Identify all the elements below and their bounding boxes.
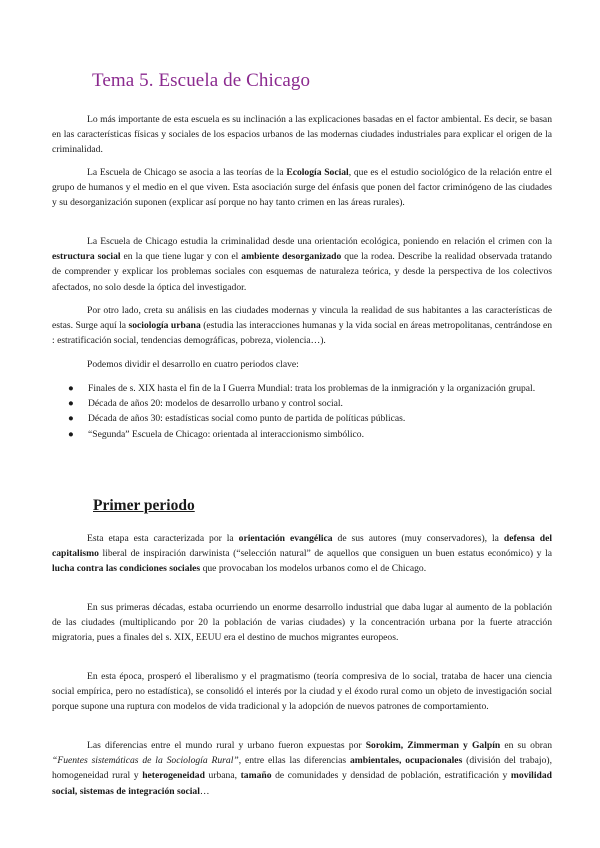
text-run: La Escuela de Chicago se asocia a las teorías de la: [87, 167, 287, 178]
paragraph-periodos: [52, 357, 552, 372]
text-run: que provocaban los modelos urbanos como el de Chicago.: [200, 563, 427, 575]
paragraph-ecologia-social: [52, 165, 552, 211]
paragraph-text: En esta época, prosperó el liberalismo y el pragmatismo (teoría compresiva de lo social, trataba de hacer una ciencia social empírica, pero no estadística), se consolidó el interés por la ciudad y el éxodo rural como un objeto de investigación social porque supone una ruptura con modelos de vida tradicional y la adopción de nuevos patrones de comportamiento.: [52, 671, 552, 713]
text-run: La Escuela de Chicago estudia la criminalidad desde una orientación ecológica, poniendo en relación el crimen con la: [87, 236, 552, 247]
bold-term-ecologia-social: Ecología Social: [286, 167, 349, 178]
paragraph-text: Podemos dividir el desarrollo en cuatro periodos clave:: [87, 359, 299, 370]
page-title: Tema 5. Escuela de Chicago: [92, 70, 311, 91]
paragraph-criminalidad: [52, 234, 552, 295]
paragraph-primer-periodo: [52, 531, 552, 577]
list-item: [52, 396, 552, 411]
bold-term-lucha-condiciones: lucha contra las condiciones sociales: [52, 563, 201, 575]
text-run: Por otro lado, creta su análisis en las ciudades modernas y vincula la realidad de sus habitantes a las características de estas. Surge aquí la: [52, 305, 552, 332]
text-run: liberal de inspiración darwinista (“selección natural” de aquellos que consiguen un buen estatus económico) y la: [98, 548, 552, 560]
bold-term-tamano: tamaño: [240, 770, 272, 782]
periods-list: [52, 381, 552, 442]
bold-term-ambiente-desorganizado: ambiente desorganizado: [241, 251, 342, 263]
text-run: en su obran: [500, 740, 552, 751]
bold-term-orientacion-evangelica: orientación evangélica: [238, 533, 333, 544]
text-run: , entre ellas las diferencias: [238, 755, 350, 767]
list-item: [52, 411, 552, 426]
list-item: [52, 381, 552, 396]
text-run: Las diferencias entre el mundo rural y urbano fueron expuestas por: [87, 740, 366, 751]
paragraph-desarrollo-industrial: [52, 600, 552, 646]
bold-term-heterogeneidad: heterogeneidad: [142, 770, 205, 782]
bold-term-sociologia-urbana: sociología urbana: [128, 320, 201, 332]
bold-term-movilidad: movilidad social, sistemas de integración social: [52, 770, 552, 797]
bold-authors: Sorokim, Zimmerman y Galpín: [365, 740, 501, 751]
bold-term-defensa-capitalismo: defensa del capitalismo: [52, 533, 552, 560]
text-run: en la que tiene lugar y con el: [120, 251, 242, 263]
paragraph-text: En sus primeras décadas, estaba ocurriendo un enorme desarrollo industrial que daba lugar al aumento de la población de las ciudades (multiplicando por 20 la población de varias ciudades) y la concentración urbana por la fuerte atracción migratoria, pues a finales del s. XIX, EEUU era el destino de muchos migrantes europeos.: [52, 602, 552, 644]
bullet-icon: ●: [68, 383, 74, 394]
list-item-text: Década de años 20: modelos de desarrollo urbano y control social.: [88, 398, 343, 410]
list-item-text: “Segunda” Escuela de Chicago: orientada al interaccionismo simbólico.: [88, 428, 364, 440]
list-item-text: Década de años 30: estadísticas social como punto de partida de políticas públicas.: [88, 413, 406, 425]
italic-book-title: “Fuentes sistemáticas de la Sociología Rural”: [52, 755, 239, 767]
bold-term-ambientales: ambientales, ocupacionales: [349, 755, 463, 767]
paragraph-intro: [52, 112, 552, 158]
text-run: de comunidades y densidad de población, estratificación y: [271, 770, 511, 782]
bullet-icon: ●: [68, 398, 74, 410]
text-run: …: [199, 785, 210, 797]
bullet-icon: ●: [68, 413, 74, 425]
text-run: (división del trabajo), homogeneidad rural y: [52, 755, 552, 782]
text-run: , que es el estudio sociológico de la relación entre el grupo de humanos y el medio en el que viven. Esta asociación surge del énfasis que ponen del factor criminógeno de las ciudades y su desorganización suponen (explicar así porque no hay tanto crimen en las áreas rurales).: [52, 167, 552, 209]
text-run: que la rodea. Describe la realidad observada tratando de comprender y explicar los problemas sociales con esquemas de naturaleza teórica, y desde la perspectiva de los colectivos afectados, no solo desde la óptica del investigador.: [52, 251, 552, 293]
text-run: de sus autores (muy conservadores), la: [332, 533, 504, 544]
paragraph-sociologia-urbana: [52, 303, 552, 349]
section-heading: Primer periodo: [93, 497, 195, 514]
text-run: urbana,: [204, 770, 241, 782]
paragraph-liberalismo: [52, 669, 552, 715]
bullet-icon: ●: [68, 428, 74, 440]
paragraph-diferencias: [52, 738, 552, 799]
text-run: Esta etapa esta caracterizada por la: [87, 533, 239, 544]
list-item: [52, 427, 552, 442]
paragraph-text: Lo más importante de esta escuela es su inclinación a las explicaciones basadas en el factor ambiental. Es decir, se basan en las características físicas y sociales de los espacios urbanos de las modernas ciudades industriales para explicar el origen de la criminalidad.: [52, 114, 552, 156]
list-item-text: Finales de s. XIX hasta el fin de la I Guerra Mundial: trata los problemas de la inmigración y la organización grupal.: [88, 383, 536, 394]
bold-term-estructura-social: estructura social: [52, 251, 121, 263]
text-run: (estudia las interacciones humanas y la vida social en áreas metropolitanas, centrándose en : estratificación social, tendencias demográficas, pobreza, violencia…).: [52, 320, 552, 347]
